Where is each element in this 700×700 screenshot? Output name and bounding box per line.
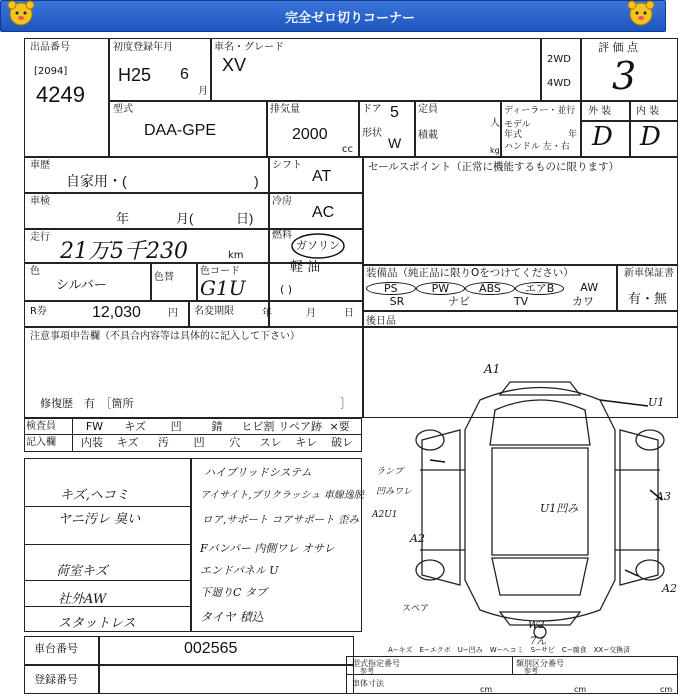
year-label: 年式: [504, 130, 523, 140]
history-close: ): [254, 173, 259, 189]
first-reg-label: 初度登録年月: [113, 42, 173, 53]
inspector-row-2: [74, 437, 360, 449]
year-unit: 年: [568, 130, 578, 140]
body-size-unit-2: cm: [574, 685, 587, 694]
insp-row2-item: キレ: [295, 436, 318, 449]
diagram-mark-a1: A1: [484, 362, 501, 376]
history-value: 自家用・(: [66, 173, 127, 189]
banner-title: 完全ゼロ切りコーナー: [284, 11, 415, 26]
note-mid-3: ロア,サポート コアサポート 歪み: [202, 514, 360, 526]
inspection-year: 年: [116, 211, 130, 226]
insp-row1-item: ×要: [329, 420, 350, 433]
model-value: DAA-GPE: [144, 122, 217, 139]
doors-value: 5: [390, 104, 399, 121]
insp-row1-item: 錆: [211, 420, 223, 433]
shape-value: W: [388, 135, 402, 151]
body-size-label: 車体寸法: [352, 679, 384, 688]
name-change-day: 日: [344, 308, 354, 319]
color-value: シルバー: [56, 277, 107, 292]
aircon-value: AC: [312, 204, 335, 221]
equip-row1-item: エアB: [515, 282, 565, 295]
type-designation-label: 型式指定番号: [352, 659, 400, 668]
lot-number: 4249: [36, 82, 85, 107]
note-mid-6: 下廻りC タブ: [200, 586, 267, 599]
equip-row2-item: TV: [513, 295, 529, 308]
note-left-2: ヤニ汚レ 臭い: [58, 512, 141, 527]
rear-date-label: 後日品: [366, 316, 396, 327]
insp-row2-item: スレ: [259, 436, 282, 449]
diagram-mark-w2: W2: [528, 620, 545, 631]
drive-4wd: 4WD: [547, 78, 571, 89]
diagram-mark-a3: A3: [656, 490, 671, 503]
exterior-grade: D: [592, 122, 613, 152]
insp-row2-item: 内装: [80, 436, 103, 449]
model-label: 型式: [113, 104, 133, 115]
note-mid-2: アイサイト,プリクラッシュ 車線逸脱: [200, 490, 364, 501]
insp-row2-item: キズ: [116, 436, 139, 449]
type-ref-label: 参考: [360, 667, 374, 675]
dealer-label: ディーラー・並行: [504, 106, 576, 116]
sales-point-label: セールスポイント（正常に機能するものに限ります）: [368, 161, 620, 173]
note-left-5: スタットレス: [58, 616, 136, 631]
displacement-unit: cc: [342, 144, 353, 155]
first-reg-month-unit: 月: [198, 86, 208, 97]
insp-row2-item: 破レ: [331, 436, 354, 449]
first-reg-month: 6: [180, 66, 189, 83]
diagram-mark-u1-dent: U1凹み: [540, 502, 579, 515]
inspector-row-1: [74, 421, 360, 433]
aircon-label: 冷房: [272, 196, 292, 207]
diagram-mark-a2-right: A2: [662, 582, 677, 595]
load-label: 積載: [418, 130, 438, 141]
inspector-label: 検査員: [26, 421, 56, 432]
first-reg-year: H25: [118, 65, 152, 85]
repair-history-close: ］: [340, 397, 351, 410]
fuel-gasoline: ガソリン: [296, 239, 340, 252]
recycle-ticket-unit: 円: [168, 308, 178, 319]
fuel-other: ( ): [280, 283, 293, 296]
note-mid-4: Fバンパー 内側ワレ オサレ: [200, 542, 335, 555]
entry-label: 記入欄: [26, 437, 56, 448]
class-label: 類別区分番号: [516, 659, 564, 668]
handle-label: ハンドル 左・右: [504, 142, 570, 152]
equip-row1-item: PS: [366, 282, 416, 295]
equip-row1-item: AW: [580, 281, 599, 294]
insp-row2-item: 凹: [193, 436, 205, 449]
equipment-row-2: [366, 296, 614, 310]
damage-legend: A−キズ E−エクボ U−凹み W−ヘコミ S−サビ C−腐食 XX−交換済: [388, 646, 631, 654]
fuel-circle-mark: [290, 232, 350, 260]
insp-row2-item: 穴: [229, 436, 241, 449]
repair-history: 修復歴 有 ［箇所: [40, 397, 134, 410]
lot-number-label: 出品番号: [30, 42, 70, 53]
color-change-label: 色替: [154, 272, 174, 283]
fuel-label: 燃料: [272, 230, 292, 241]
insp-row2-item: 汚: [157, 436, 169, 449]
bear-mascot-icon: [626, 0, 656, 28]
note-left-3: 荷室キズ: [56, 564, 108, 579]
insp-row1-item: FW: [85, 420, 104, 433]
drive-2wd: 2WD: [547, 54, 571, 65]
mileage-label: 走行: [30, 232, 50, 243]
diagram-mark-7n: 7ん: [530, 636, 547, 647]
shape-label: 形状: [362, 128, 382, 139]
color-label: 色: [30, 266, 40, 277]
chassis-value: 002565: [184, 640, 238, 657]
body-size-unit-3: cm: [660, 685, 673, 694]
insp-row1-item: ヒビ割: [241, 420, 275, 433]
diagram-spare-label: スペア: [402, 604, 430, 614]
note-mid-1: ハイブリッドシステム: [204, 466, 312, 479]
displacement-label: 排気量: [270, 104, 300, 115]
name-change-year: 年: [262, 308, 272, 319]
equip-row2-item: SR: [389, 295, 405, 308]
note-left-1: キズ,ヘコミ: [60, 488, 129, 503]
fuel-light-oil: 軽 油: [290, 260, 321, 275]
recycle-ticket-label: R券: [30, 306, 47, 317]
registration-label: 登録番号: [34, 673, 78, 686]
recycle-ticket-value: 12,030: [92, 304, 141, 321]
equipment-row-1: [366, 282, 614, 296]
note-right-3: A2U1: [372, 510, 398, 520]
exterior-label: 外 装: [588, 106, 612, 117]
insp-row1-item: リペア跡: [278, 420, 323, 433]
mileage-value: 21万5千230: [60, 239, 188, 264]
chassis-label: 車台番号: [34, 642, 78, 655]
doors-label: ドア: [362, 104, 382, 115]
interior-grade: D: [640, 122, 661, 152]
displacement-value: 2000: [292, 126, 328, 143]
inspection-month: 月(: [176, 211, 194, 226]
note-left-4: 社外AW: [58, 592, 107, 607]
name-change-label: 名変期限: [194, 306, 234, 317]
interior-label: 内 装: [636, 106, 660, 117]
equip-row1-item: PW: [416, 282, 466, 295]
capacity-unit: 人: [490, 118, 500, 129]
inspection-label: 車検: [30, 196, 50, 207]
score-value: 3: [612, 54, 637, 98]
note-right-1: ランプ: [376, 467, 404, 477]
model-year-label: モデル: [504, 120, 531, 130]
warranty-value: 有・無: [628, 291, 668, 306]
class-ref-label: 参考: [524, 667, 538, 675]
insp-row1-item: キズ: [124, 420, 147, 433]
name-change-month: 月: [306, 308, 316, 319]
score-label: 評 価 点: [598, 41, 638, 54]
note-mid-5: エンドパネル U: [200, 564, 279, 577]
color-code-label: 色コード: [200, 266, 240, 277]
equipment-label: 装備品（純正品に限りOをつけてください）: [366, 267, 574, 279]
capacity-label: 定員: [418, 104, 438, 115]
insp-row1-item: 凹: [170, 420, 182, 433]
lot-sub-number: [2094]: [34, 66, 68, 77]
header-banner: [0, 0, 666, 32]
car-name-label: 車名・グレード: [214, 42, 284, 53]
history-label: 車歴: [30, 160, 50, 171]
shift-label: シフト: [272, 160, 302, 171]
car-name-value: XV: [222, 55, 247, 75]
load-unit: kg: [490, 146, 500, 155]
equip-row1-item: ABS: [465, 282, 515, 295]
note-right-2: 凹みワレ: [376, 487, 413, 497]
mileage-unit: km: [228, 250, 244, 261]
notes-label: 注意事項申告欄（不具合内容等は具体的に記入して下さい）: [30, 331, 300, 342]
equip-row2-item: ナビ: [448, 295, 470, 308]
equip-row2-item: カワ: [572, 295, 594, 308]
warranty-label: 新車保証書: [624, 268, 674, 279]
body-size-unit-1: cm: [480, 685, 493, 694]
inspection-day: 日): [236, 211, 254, 226]
diagram-mark-a2-left: A2: [410, 532, 425, 545]
color-code-value: G1U: [200, 276, 246, 300]
shift-value: AT: [312, 168, 332, 185]
note-mid-7: タイヤ 積込: [200, 610, 264, 624]
diagram-mark-u1: U1: [648, 396, 665, 409]
